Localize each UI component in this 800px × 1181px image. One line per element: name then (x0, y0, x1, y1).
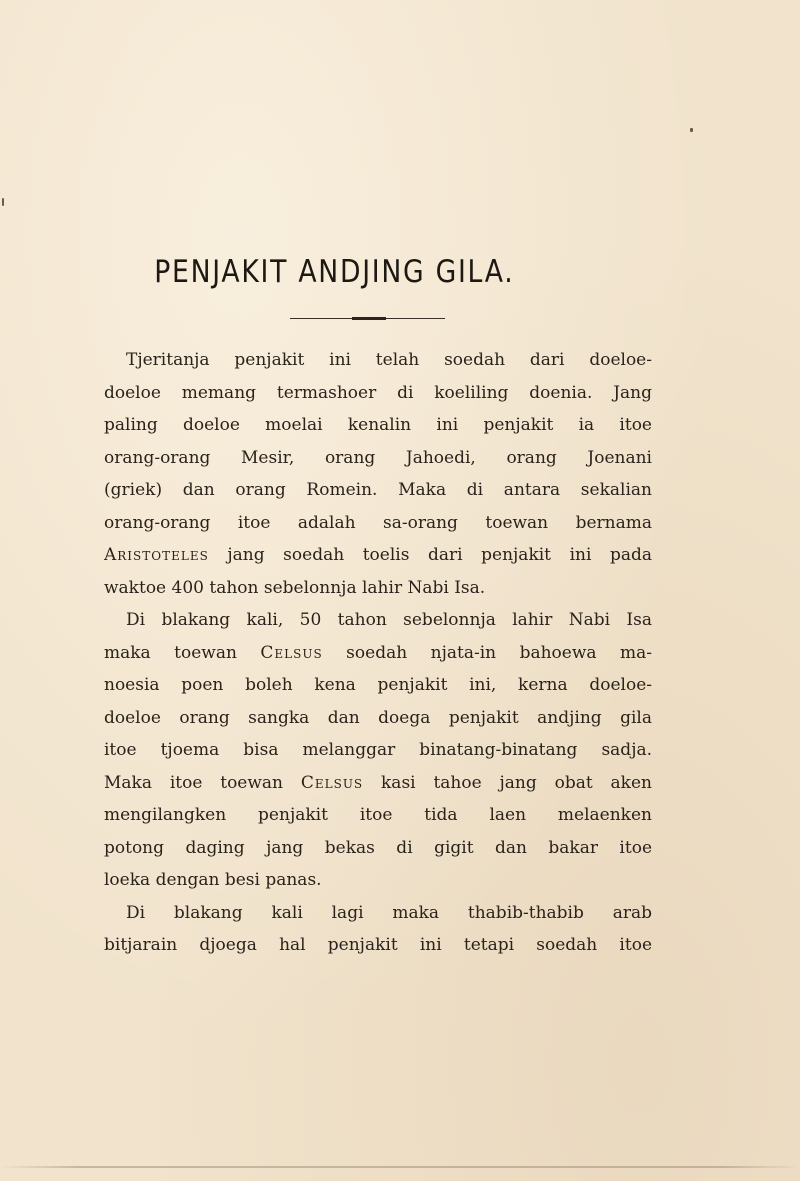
text-line (104, 539, 652, 572)
name-small-caps: Aristoteles (104, 545, 209, 565)
text-line: Di blakang kali lagi maka thabib-thabib arab (126, 902, 652, 923)
text-line: orang-orang Mesir, orang Jahoedi, orang Joenani (104, 447, 652, 468)
text-line: doeloe orang sangka dan doega penjakit andjing gila (104, 707, 652, 728)
paper-speck (690, 128, 693, 132)
text-line: waktoe 400 tahon sebelonnja lahir Nabi Isa. (104, 577, 486, 598)
text-line: itoe tjoema bisa melanggar binatang-binatang sadja. (104, 740, 652, 760)
text-fragment: kasi tahoe jang obat aken (363, 772, 652, 793)
text-line: Tjeritanja penjakit ini telah soedah dari doeloe- (126, 350, 652, 370)
text-line: doeloe memang termashoer di koeliling doenia. Jang (104, 382, 652, 403)
text-line: noesia poen boleh kena penjakit ini, kerna doeloe- (104, 675, 652, 695)
text-line (104, 637, 652, 670)
body-text (104, 344, 652, 962)
name-small-caps: Celsus (260, 642, 323, 663)
text-line: Di blakang kali, 50 tahon sebelonnja lahir Nabi Isa (126, 610, 652, 630)
text-line: orang-orang itoe adalah sa-orang toewan bernama (104, 512, 652, 533)
title-divider-center (352, 317, 386, 320)
text-line (104, 767, 652, 800)
text-line: paling doeloe moelai kenalin ini penjakit ia itoe (104, 415, 652, 435)
paper-speck (2, 198, 4, 206)
text-line: potong daging jang bekas di gigit dan bakar itoe (104, 837, 652, 858)
text-fragment: maka toewan (104, 642, 261, 663)
page-title: PENJAKIT ANDJING GILA. (154, 254, 515, 290)
text-line: bitjarain djoega hal penjakit ini tetapi soedah itoe (104, 935, 652, 955)
page-bottom-edge (0, 1166, 800, 1168)
text-line: (griek) dan orang Romein. Maka di antara sekalian (104, 480, 652, 500)
text-fragment: jang soedah toelis dari penjakit ini pada (208, 545, 652, 565)
text-fragment: soedah njata-in bahoewa ma- (322, 642, 652, 663)
text-line: loeka dengan besi panas. (104, 870, 322, 890)
text-fragment: Maka itoe toewan (104, 772, 301, 793)
name-small-caps: Celsus (300, 772, 364, 793)
text-line: mengilangken penjakit itoe tida laen melaenken (104, 805, 652, 825)
